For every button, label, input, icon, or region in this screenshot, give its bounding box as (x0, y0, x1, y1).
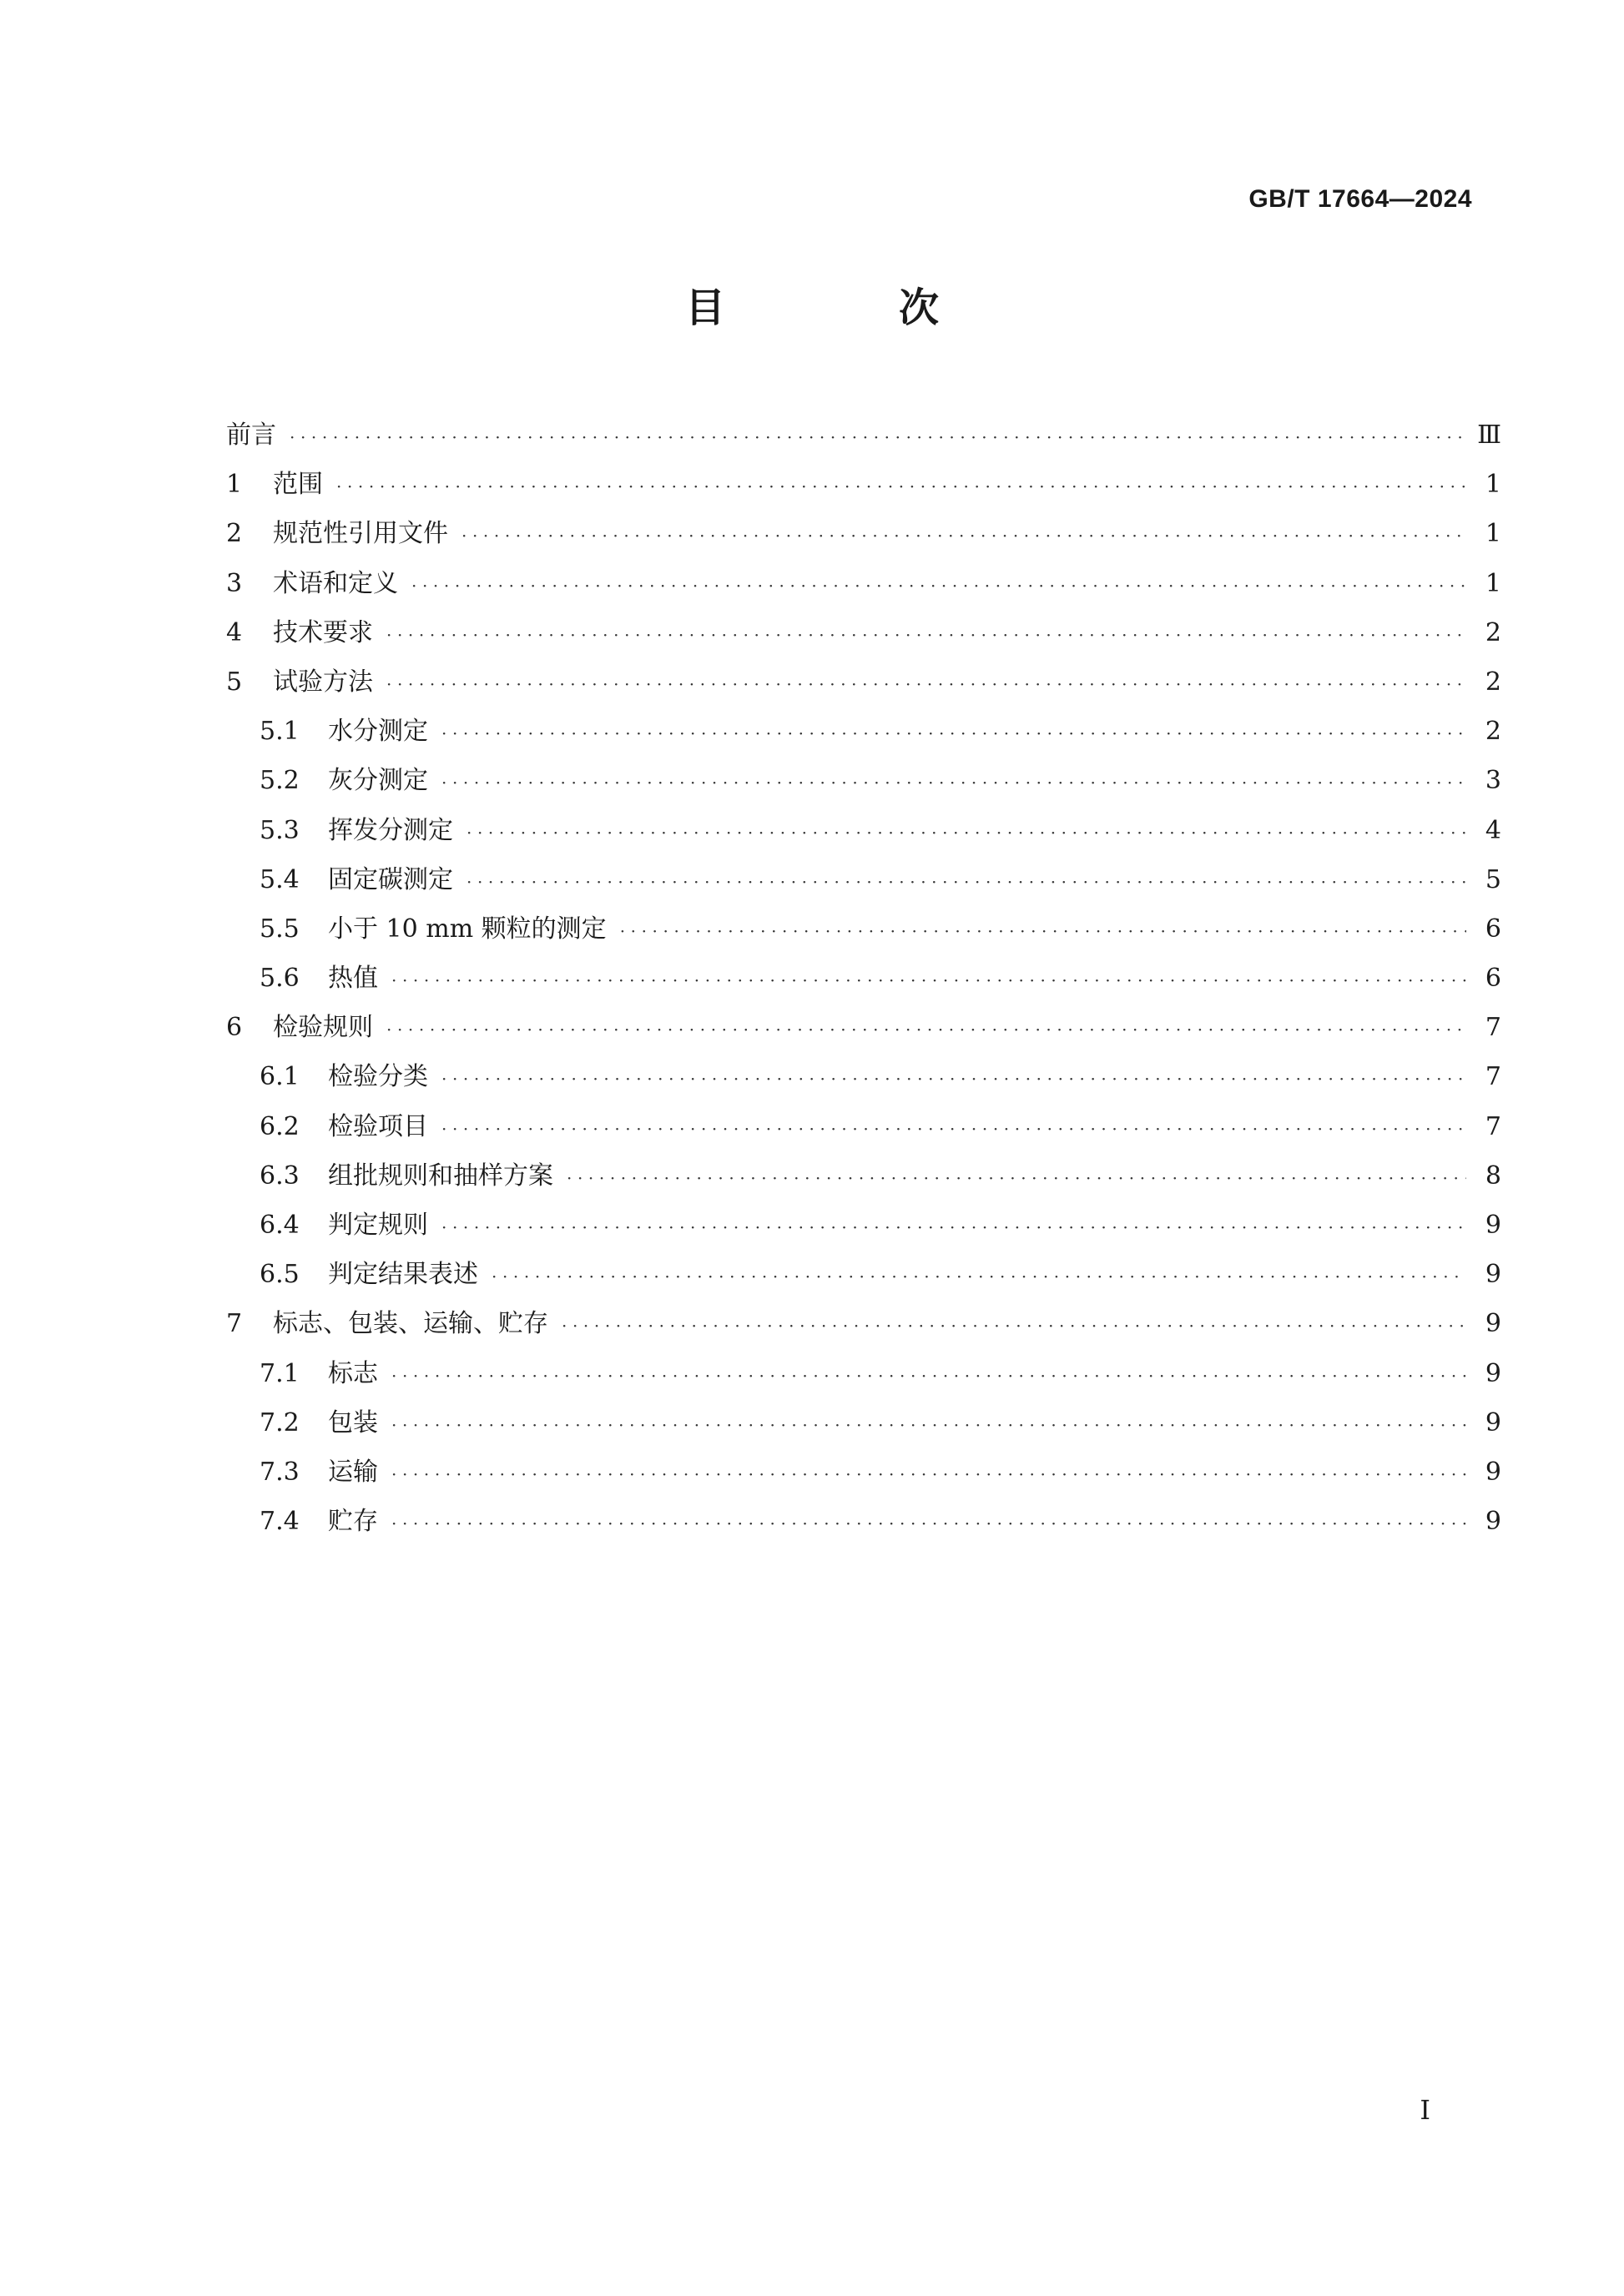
toc-entry[interactable] (226, 1250, 1501, 1299)
toc-dot-leader (441, 758, 1466, 808)
toc-entry-page: 3 (1485, 766, 1501, 796)
standard-code: GB/T 17664—2024 (1248, 185, 1472, 213)
toc-entry-page: 4 (1485, 815, 1501, 845)
toc-entry-title: 水分测定 (328, 717, 428, 747)
toc-entry-title: 检验分类 (328, 1062, 428, 1092)
toc-entry-number: 6.2 (260, 1111, 300, 1141)
toc-entry[interactable] (226, 509, 1501, 558)
toc-entry[interactable] (226, 460, 1501, 509)
toc-entry[interactable] (226, 559, 1501, 608)
toc-entry-page: 9 (1485, 1309, 1501, 1339)
toc-entry-page: 9 (1485, 1507, 1501, 1537)
toc-entry-page: Ⅲ (1477, 420, 1501, 450)
toc-entry-page: 7 (1485, 1062, 1501, 1092)
toc-entry-number: 6.3 (260, 1161, 300, 1191)
toc-dot-leader (391, 1401, 1466, 1450)
toc-entry-title: 热值 (328, 964, 378, 994)
toc-entry-page: 9 (1485, 1211, 1501, 1240)
toc-entry-title: 前言 (226, 420, 276, 450)
toc-entry[interactable] (226, 1448, 1501, 1497)
toc-entry-page: 2 (1485, 717, 1501, 747)
toc-entry[interactable] (226, 1052, 1501, 1101)
toc-entry[interactable] (226, 855, 1501, 904)
toc-entry-title: 检验项目 (328, 1111, 428, 1141)
toc-entry-title: 小于 10 mm 颗粒的测定 (328, 914, 607, 944)
toc-entry-number: 5.5 (260, 914, 300, 944)
toc-entry-number: 7.4 (260, 1507, 300, 1537)
toc-dot-leader (391, 1499, 1466, 1548)
toc-entry-title: 判定规则 (328, 1211, 428, 1240)
toc-entry-number: 5.2 (260, 766, 300, 796)
toc-entry-title: 运输 (328, 1457, 378, 1487)
toc-entry-page: 9 (1485, 1407, 1501, 1438)
toc-entry-page: 9 (1485, 1260, 1501, 1290)
toc-entry[interactable] (226, 904, 1501, 954)
toc-entry-page: 6 (1485, 914, 1501, 944)
toc-dot-leader (562, 1302, 1466, 1351)
toc-dot-leader (467, 808, 1466, 858)
toc-entry-title: 灰分测定 (328, 766, 428, 796)
toc-entry-title: 标志、包装、运输、贮存 (273, 1309, 548, 1339)
toc-entry-title: 范围 (273, 470, 323, 500)
toc-dot-leader (620, 907, 1466, 956)
toc-entry-title: 组批规则和抽样方案 (328, 1161, 553, 1191)
toc-entry-title: 规范性引用文件 (273, 519, 448, 549)
toc-entry-number: 5 (226, 667, 243, 697)
toc-entry[interactable] (226, 707, 1501, 756)
toc-entry[interactable] (226, 1151, 1501, 1201)
toc-entry-title: 标志 (328, 1358, 378, 1388)
toc-entry[interactable] (226, 1003, 1501, 1052)
toc-entry-number: 2 (226, 519, 243, 549)
toc-dot-leader (441, 1105, 1466, 1154)
toc-dot-leader (386, 611, 1466, 660)
toc-entry-page: 7 (1485, 1013, 1501, 1043)
toc-dot-leader (391, 1450, 1466, 1499)
toc-entry-number: 5.6 (260, 964, 300, 994)
toc-dot-leader (386, 1005, 1466, 1055)
toc-dot-leader (290, 413, 1466, 462)
toc-entry-title: 包装 (328, 1407, 378, 1438)
toc-entry-title: 固定碳测定 (328, 864, 453, 894)
toc-entry-number: 6.4 (260, 1211, 300, 1240)
toc-entry-page: 2 (1485, 667, 1501, 697)
toc-dot-leader (461, 511, 1466, 561)
toc-entry-title: 贮存 (328, 1507, 378, 1537)
toc-entry-page: 5 (1485, 864, 1501, 894)
toc-entry-number: 1 (226, 470, 243, 500)
toc-entry-number: 5.1 (260, 717, 300, 747)
toc-entry[interactable] (226, 1349, 1501, 1398)
toc-entry[interactable] (226, 608, 1501, 657)
toc-entry-page: 9 (1485, 1457, 1501, 1487)
toc-dot-leader (391, 956, 1466, 1005)
toc-entry[interactable] (226, 410, 1501, 460)
toc-entry[interactable] (226, 657, 1501, 707)
toc-entry[interactable] (226, 806, 1501, 855)
toc-entry-title: 挥发分测定 (328, 815, 453, 845)
toc-entry-page: 1 (1485, 470, 1501, 500)
toc-dot-leader (336, 462, 1466, 511)
toc-entry-title: 术语和定义 (273, 568, 398, 598)
toc-entry-number: 7 (226, 1309, 243, 1339)
toc-entry-number: 6.1 (260, 1062, 300, 1092)
toc-entry[interactable] (226, 1102, 1501, 1151)
toc-entry-title: 试验方法 (273, 667, 373, 697)
toc-entry-number: 6 (226, 1013, 243, 1043)
toc-entry-number: 7.3 (260, 1457, 300, 1487)
toc-entry-page: 1 (1485, 519, 1501, 549)
toc-entry-title: 判定结果表述 (328, 1260, 478, 1290)
toc-dot-leader (386, 660, 1466, 709)
toc-entry-page: 7 (1485, 1111, 1501, 1141)
toc-entry-page: 9 (1485, 1358, 1501, 1388)
toc-dot-leader (467, 858, 1466, 907)
toc-entry[interactable] (226, 756, 1501, 805)
page-title: 目 次 (684, 284, 1006, 331)
toc-entry-number: 6.5 (260, 1260, 300, 1290)
toc-entry-number: 3 (226, 568, 243, 598)
toc-entry-page: 2 (1485, 617, 1501, 647)
toc-entry-number: 7.2 (260, 1407, 300, 1438)
toc-entry-number: 5.4 (260, 864, 300, 894)
toc-entry[interactable] (226, 1497, 1501, 1546)
toc-entry[interactable] (226, 954, 1501, 1003)
toc-entry-number: 7.1 (260, 1358, 300, 1388)
toc-entry-number: 5.3 (260, 815, 300, 845)
table-of-contents (226, 410, 1501, 1546)
toc-dot-leader (411, 561, 1466, 611)
toc-dot-leader (567, 1154, 1466, 1203)
toc-entry-page: 8 (1485, 1161, 1501, 1191)
toc-dot-leader (441, 709, 1466, 758)
toc-entry-title: 检验规则 (273, 1013, 373, 1043)
toc-dot-leader (441, 1203, 1466, 1252)
toc-entry[interactable] (226, 1201, 1501, 1250)
page-number: I (1420, 2094, 1430, 2126)
toc-entry-page: 6 (1485, 964, 1501, 994)
toc-entry[interactable] (226, 1398, 1501, 1448)
toc-entry[interactable] (226, 1299, 1501, 1348)
toc-dot-leader (441, 1055, 1466, 1104)
toc-dot-leader (391, 1352, 1466, 1401)
toc-entry-page: 1 (1485, 568, 1501, 598)
toc-dot-leader (492, 1252, 1466, 1302)
toc-entry-title: 技术要求 (273, 617, 373, 647)
toc-entry-number: 4 (226, 617, 243, 647)
